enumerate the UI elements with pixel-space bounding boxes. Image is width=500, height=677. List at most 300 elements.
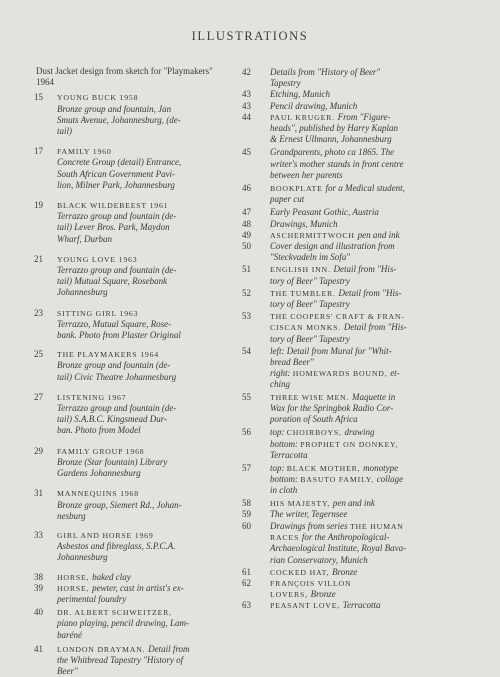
intro-line: Dust Jacket design from sketch for "Playmakers" 1964 [36, 66, 213, 88]
page-number: 33 [34, 529, 43, 540]
illustration-caption: Drawings from series [270, 520, 350, 531]
illustration-entry [240, 346, 478, 391]
illustration-title: PEASANT LOVE, [270, 601, 343, 611]
description-line [57, 349, 227, 360]
description-line [57, 200, 227, 211]
entry-description [270, 600, 478, 611]
right-entry-list [240, 67, 478, 612]
description-line [270, 439, 478, 450]
illustration-entry [32, 446, 227, 480]
illustration-entry [32, 644, 227, 677]
illustration-entry [240, 600, 478, 611]
description-line [57, 222, 227, 233]
illustration-caption: writer's mother stands in front centre [270, 158, 404, 169]
description-line [57, 607, 227, 618]
page-number: 48 [242, 218, 251, 229]
illustration-caption: Beer" [57, 666, 78, 677]
illustration-caption: nesburg [57, 510, 86, 521]
description-line [57, 254, 227, 265]
entry-description [57, 530, 227, 564]
illustration-entry [32, 254, 227, 299]
left-column [32, 66, 227, 677]
entry-description [57, 349, 227, 383]
illustration-caption: Pencil drawing, Munich [270, 100, 358, 111]
description-line [57, 552, 227, 563]
illustration-entry [240, 207, 478, 218]
illustration-entry [240, 101, 478, 112]
illustration-title: BLACK MOTHER, [286, 463, 364, 473]
page-number: 25 [34, 349, 43, 360]
entry-description [270, 89, 478, 100]
description-line [57, 488, 227, 499]
illustration-title: THE TUMBLER. [270, 288, 339, 298]
entry-description [57, 254, 227, 299]
illustration-caption: Gardens Johannesburg [57, 468, 141, 479]
illustration-title: MANNEQUINS 1968 [57, 489, 139, 499]
illustration-caption: top: [270, 462, 287, 473]
description-line [57, 530, 227, 541]
illustration-entry [32, 572, 227, 583]
description-line [270, 346, 478, 357]
illustration-caption: Terracotta [270, 449, 308, 460]
description-line [57, 319, 227, 330]
description-line [57, 414, 227, 425]
description-line [270, 414, 478, 425]
entry-description [270, 521, 478, 566]
entry-description [270, 427, 478, 461]
description-line [270, 498, 478, 509]
entry-description [270, 112, 478, 146]
entry-description [270, 567, 478, 578]
illustration-caption: ching [270, 379, 290, 390]
description-line [270, 194, 478, 205]
page-number: 29 [34, 445, 43, 456]
illustration-caption: Etching, Munich [270, 89, 330, 100]
description-line [57, 541, 227, 552]
illustration-title: ASCHERMITTWOCH [270, 230, 358, 240]
entry-description [57, 308, 227, 342]
description-line [57, 425, 227, 436]
illustration-title: HIS MAJESTY, [270, 498, 333, 508]
description-line [270, 555, 478, 566]
page-number: 31 [34, 488, 43, 499]
illustration-caption: paper cut [270, 194, 305, 205]
description-line [270, 147, 478, 158]
description-line [270, 159, 478, 170]
illustration-title: YOUNG BUCK 1958 [57, 93, 139, 103]
illustration-caption: Maquette in [351, 391, 396, 402]
illustration-entry [32, 146, 227, 191]
description-line [270, 474, 478, 485]
illustration-entry [240, 498, 478, 509]
entry-description [57, 392, 227, 437]
description-line [270, 219, 478, 230]
illustration-caption: Wharf, Durban [57, 233, 113, 244]
illustration-title: DR. ALBERT SCHWEITZER, [57, 608, 172, 618]
description-line [270, 368, 478, 379]
description-line [270, 521, 478, 532]
illustration-title: FRANÇOIS VILLON [270, 578, 352, 588]
entry-description [270, 147, 478, 181]
description-line [270, 78, 478, 89]
illustration-caption: top: [270, 427, 287, 438]
illustration-caption: for a Medical student, [325, 183, 405, 194]
entry-description [57, 446, 227, 480]
illustration-entry [32, 349, 227, 383]
illustration-caption: "Steckvadeln im Sofa" [270, 252, 351, 263]
illustration-caption: bottom: [270, 474, 301, 485]
illustration-caption: tory of Beer" Tapestry [270, 299, 350, 310]
page-number: 55 [242, 391, 251, 402]
description-line [270, 463, 478, 474]
page-number: 57 [242, 462, 251, 473]
illustration-caption: Archaeological Institute, Royal Bava- [270, 543, 407, 554]
page-number: 61 [242, 566, 251, 577]
illustration-entry [240, 392, 478, 426]
page-number: 40 [34, 607, 43, 618]
entry-description [270, 230, 478, 241]
illustration-entry [240, 288, 478, 310]
description-line [57, 234, 227, 245]
illustration-caption: & Ernest Ullmann, Johannesburg [270, 134, 392, 145]
page-number: 47 [242, 207, 251, 218]
page-number: 39 [34, 582, 43, 593]
illustration-entry [240, 264, 478, 286]
illustration-title: FAMILY GROUP 1968 [57, 446, 145, 456]
entry-description [57, 644, 227, 677]
illustration-caption: lion, Milner Park, Johannesburg [57, 179, 175, 190]
description-line [57, 211, 227, 222]
description-line [57, 308, 227, 319]
description-line [57, 330, 227, 341]
description-line [270, 567, 478, 578]
description-line [270, 485, 478, 496]
illustration-title: SITTING GIRL 1963 [57, 308, 139, 318]
entry-description [270, 288, 478, 310]
illustration-caption: poration of South Africa [270, 414, 358, 425]
description-line [57, 104, 227, 115]
illustration-title: RACES [270, 533, 302, 543]
page-number: 44 [242, 111, 251, 122]
illustration-caption: between her parents [270, 169, 343, 180]
illustration-caption: ban. Photo from Model [57, 425, 141, 436]
page-number: 15 [34, 92, 43, 103]
description-line [270, 134, 478, 145]
description-line [270, 578, 478, 589]
illustration-entry [240, 463, 478, 497]
illustration-entry [240, 112, 478, 146]
illustration-caption: rian Conservatory, Munich [270, 554, 368, 565]
illustration-caption: Terrazzo group and fountain (de- [57, 211, 177, 222]
illustration-caption: baréné [57, 629, 82, 640]
illustration-title: PROPHET ON DONKEY, [300, 439, 399, 449]
illustration-entry [240, 427, 478, 461]
entry-description [270, 183, 478, 205]
illustration-caption: Cover design and illustration from [270, 241, 395, 252]
page-number: 53 [242, 311, 251, 322]
right-column [240, 67, 478, 612]
entry-description [270, 392, 478, 426]
illustration-entry [240, 311, 478, 345]
entry-description [270, 241, 478, 263]
illustration-caption: Grandparents, photo ca 1865. The [270, 147, 395, 158]
description-line [57, 594, 227, 605]
description-line [57, 511, 227, 522]
page-number: 27 [34, 391, 43, 402]
illustration-caption: Bronze group and fountain, Jan [57, 103, 172, 114]
illustration-title: THE COOPERS' CRAFT & FRAN- [270, 312, 405, 322]
description-line [57, 403, 227, 414]
description-line [57, 169, 227, 180]
description-line [270, 532, 478, 543]
description-line [270, 403, 478, 414]
description-line [270, 427, 478, 438]
illustration-caption: Concrete Group (detail) Entrance, [57, 157, 182, 168]
illustration-caption: bread Beer" [270, 357, 314, 368]
description-line [270, 543, 478, 554]
page-number: 54 [242, 345, 251, 356]
entry-description [57, 92, 227, 137]
illustration-entry [240, 241, 478, 263]
description-line [57, 180, 227, 191]
page-number: 52 [242, 287, 251, 298]
illustration-caption: bottom: [270, 438, 301, 449]
entry-description [270, 219, 478, 230]
illustration-caption: perimental foundry [57, 593, 127, 604]
illustration-caption: tail) Lever Bros. Park, Maydon [57, 222, 170, 233]
description-line [57, 666, 227, 677]
entry-description [270, 463, 478, 497]
illustration-entry [32, 308, 227, 342]
illustration-caption: pen and ink [357, 229, 400, 240]
description-line [57, 115, 227, 126]
description-line [270, 112, 478, 123]
illustration-entry [32, 392, 227, 437]
page-number: 17 [34, 146, 43, 157]
description-line [270, 589, 478, 600]
page-number: 49 [242, 229, 251, 240]
description-line [270, 183, 478, 194]
illustration-caption: Bronze [332, 566, 358, 577]
illustration-title: LISTENING 1967 [57, 392, 127, 402]
illustration-caption: Early Peasant Gothic, Austria [270, 207, 379, 218]
illustration-caption: Details from "History of Beer" [270, 67, 381, 77]
description-line [57, 468, 227, 479]
illustration-caption: pewter, cast in artist's ex- [92, 582, 184, 593]
illustration-title: CISCAN MONKS. [270, 323, 344, 333]
illustration-caption: Bronze (Star fountain) Library [57, 456, 168, 467]
description-line [270, 509, 478, 520]
illustration-entry [32, 92, 227, 137]
description-line [270, 89, 478, 100]
description-line [57, 583, 227, 594]
illustration-title: BLACK WILDEBEEST 1961 [57, 201, 169, 211]
illustration-caption: The writer, Tegernsee [270, 508, 348, 519]
illustration-entry [240, 521, 478, 566]
illustration-caption: right: [270, 368, 293, 379]
illustration-caption: Terrazzo group and fountain (de- [57, 265, 177, 276]
illustration-caption: tail) S.A.B.C. Kingsmead Dur- [57, 414, 168, 425]
illustration-entry [32, 607, 227, 641]
illustration-entry [240, 230, 478, 241]
illustration-caption: Detail from [148, 643, 190, 654]
description-line [57, 157, 227, 168]
entry-description [57, 488, 227, 522]
description-line [270, 600, 478, 611]
page-number: 43 [242, 100, 251, 111]
illustration-caption: tail) Mutual Square, Rosebank [57, 276, 168, 287]
entry-description [270, 101, 478, 112]
illustration-title: HORSE, [57, 572, 93, 582]
page-number: 62 [242, 577, 251, 588]
entry-description [270, 264, 478, 286]
description-line [57, 618, 227, 629]
illustration-entry [240, 147, 478, 181]
description-line [270, 276, 478, 287]
illustration-caption: tory of Beer" Tapestry [270, 275, 350, 286]
page-number: 41 [34, 643, 43, 654]
page-number: 56 [242, 427, 251, 438]
description-line [57, 572, 227, 583]
entry-description [270, 311, 478, 345]
description-line [270, 230, 478, 241]
description-line [270, 334, 478, 345]
illustration-entry [240, 67, 478, 89]
illustration-caption: monotype [363, 462, 399, 473]
illustration-caption: pen and ink [332, 497, 375, 508]
illustration-caption: tory of Beer" Tapestry [270, 333, 350, 344]
illustration-caption: Detail from "His- [338, 287, 402, 298]
illustration-caption: Wax for the Springbok Radio Cor- [270, 402, 394, 413]
entry-description [57, 583, 227, 605]
page-number: 38 [34, 571, 43, 582]
illustration-title: BOOKPLATE [270, 184, 326, 194]
illustration-caption: Bronze group, Siemert Rd., Johan- [57, 499, 182, 510]
illustration-caption: Drawings, Munich [270, 218, 338, 229]
description-line [57, 392, 227, 403]
description-line [270, 241, 478, 252]
illustration-caption: Tapestry [270, 78, 301, 89]
illustration-caption: the Whitbread Tapestry "History of [57, 654, 184, 665]
description-line [57, 372, 227, 383]
page-number: 21 [34, 253, 43, 264]
illustration-title: ENGLISH INN. [270, 265, 334, 275]
illustration-caption: for the Anthropological- [301, 532, 390, 543]
page-number: 51 [242, 264, 251, 275]
description-line [270, 101, 478, 112]
page-title: ILLUSTRATIONS [191, 29, 309, 43]
illustration-entry [32, 488, 227, 522]
illustration-entry [32, 530, 227, 564]
illustration-title: CHOIRBOYS, [286, 428, 345, 438]
description-line [270, 67, 478, 78]
illustration-caption: tail) [57, 126, 72, 137]
illustration-caption: baked clay [92, 571, 131, 582]
description-line [57, 146, 227, 157]
description-line [270, 170, 478, 181]
illustration-entry [240, 567, 478, 578]
description-line [57, 644, 227, 655]
illustration-caption: From "Figure- [337, 111, 391, 122]
page-number: 46 [242, 183, 251, 194]
description-line [270, 207, 478, 218]
page-number: 59 [242, 508, 251, 519]
description-line [270, 123, 478, 134]
illustration-title: COCKED HAT, [270, 567, 333, 577]
page-number: 45 [242, 147, 251, 158]
illustration-title: PAUL KRUGER. [270, 112, 338, 122]
illustration-caption: collage [376, 474, 404, 485]
description-line [57, 276, 227, 287]
illustration-caption: in cloth [270, 485, 298, 496]
page-number: 58 [242, 497, 251, 508]
illustration-title: THE HUMAN [349, 521, 404, 531]
illustration-title: LONDON DRAYMAN. [57, 644, 149, 654]
illustration-caption: Detail from "His- [343, 322, 407, 333]
illustration-title: THREE WISE MEN. [270, 392, 352, 402]
page-number: 63 [242, 600, 251, 611]
illustration-entry [240, 219, 478, 230]
description-line [270, 379, 478, 390]
description-line [270, 311, 478, 322]
description-line [57, 630, 227, 641]
illustration-title: YOUNG LOVE 1963 [57, 254, 138, 264]
illustration-caption: Terrazzo group and fountain (de- [57, 403, 177, 414]
illustration-entry [240, 183, 478, 205]
description-line [270, 264, 478, 275]
page-number: 43 [242, 89, 251, 100]
illustration-caption: Terrazzo, Mutual Square, Rose- [57, 318, 172, 329]
illustration-entry [240, 509, 478, 520]
page-number: 42 [242, 67, 251, 77]
illustration-entry [32, 583, 227, 605]
illustration-caption: Johannesburg [57, 287, 108, 298]
description-line [270, 299, 478, 310]
illustration-title: HORSE, [57, 583, 93, 593]
description-line [57, 360, 227, 371]
description-line [57, 500, 227, 511]
page-number: 50 [242, 241, 251, 252]
illustration-caption: piano playing, pencil drawing, Lam- [57, 618, 189, 629]
illustration-caption: Johannesburg [57, 552, 108, 563]
page-number: 19 [34, 200, 43, 211]
entry-description [57, 146, 227, 191]
illustration-title: HOMEWARDS BOUND, [292, 369, 391, 379]
illustration-caption: South African Government Pavi- [57, 168, 176, 179]
illustration-title: LOVERS, [270, 590, 311, 600]
illustration-entry [32, 200, 227, 245]
illustration-caption: Terracotta [342, 600, 381, 611]
description-line [270, 392, 478, 403]
description-line [57, 655, 227, 666]
illustration-caption: Asbestos and fibreglass, S.P.C.A. [57, 541, 176, 552]
description-line [57, 457, 227, 468]
illustration-caption: tail) Civic Theatre Johannesburg [57, 371, 177, 382]
page-number: 23 [34, 307, 43, 318]
description-line [270, 252, 478, 263]
illustration-title: FAMILY 1960 [57, 147, 112, 157]
left-entry-list [32, 92, 227, 677]
illustration-entry [240, 89, 478, 100]
entry-description [57, 200, 227, 245]
entry-description [270, 346, 478, 391]
illustration-title: THE PLAYMAKERS 1964 [57, 350, 159, 360]
illustration-caption: et- [390, 368, 400, 379]
entry-description [270, 509, 478, 520]
illustration-title: GIRL AND HORSE 1969 [57, 530, 154, 540]
description-line [57, 265, 227, 276]
illustration-caption: Smuts Avenue, Johannesburg, (de- [57, 114, 181, 125]
